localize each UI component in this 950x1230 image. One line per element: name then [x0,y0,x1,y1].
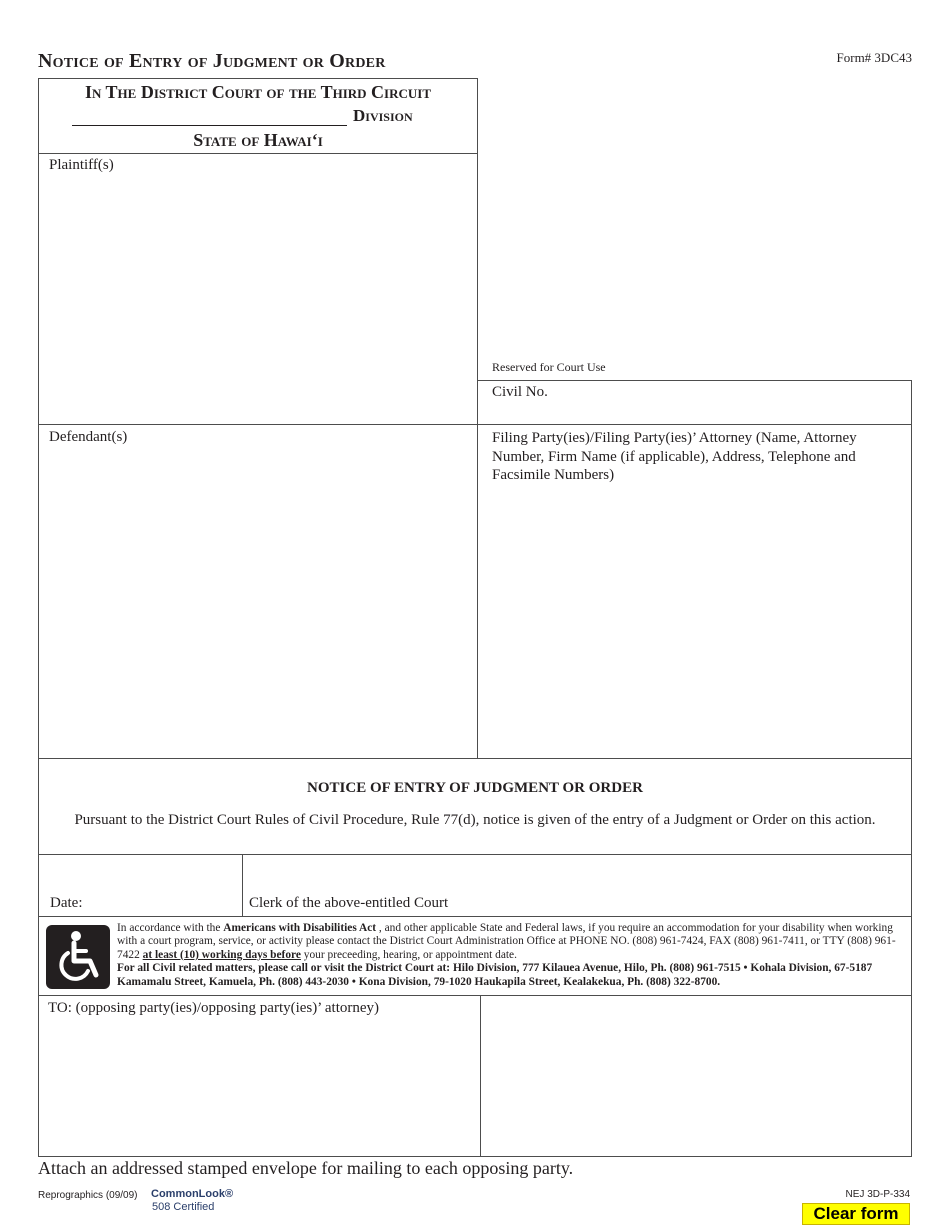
to-divider [480,995,481,1157]
filing-party-label: Filing Party(ies)/Filing Party(ies)’ Attorney (Name, Attorney Number, Firm Name (if applicable), Address, Telephone and Facsimile Numbers) [492,430,857,483]
notice-top-border [38,758,912,759]
reserved-label: Reserved for Court Use [492,360,606,374]
notice-body: Pursuant to the District Court Rules of Civil Procedure, Rule 77(d), notice is given of the entry of a Judgment or Order on this action. [74,812,876,828]
reprographics-note: Reprographics (09/09) [38,1190,138,1201]
division-label: Division [353,106,413,125]
caption-bottom-border [38,153,478,154]
clerk-label: Clerk of the above-entitled Court [249,895,449,911]
ada-notice: In accordance with the Americans with Disabilities Act , and other applicable State and Federal laws, if you require an accommodation for your disability when working with a court program, service, or activity please contact the District Court Administration Office at PHONE NO. (808) 961-7424, FAX (808) 961-7411, or TTY (808) 961-7422 at least (10) working days before your preceeding, hearing, or appointment date. For all Civil related matters, please call or visit the District Court at: Hilo Division, 777 Kilauea Avenue, Hilo, Ph. (808) 961-7515 • Kohala Division, 67-5187 Kamamalu Street, Kamuela, Ph. (808) 443-2030 • Kona Division, 79-1020 Haukapila Street, Kealakekua, Ph. (808) 322-8700. [117,922,896,988]
signature-top-border [38,854,912,855]
state-name: State of Hawai‘i [193,130,323,150]
defendants-label: Defendant(s) [49,429,128,445]
ada-top-border [38,916,912,917]
form-code: NEJ 3D-P-334 [845,1189,910,1200]
parties-divider [38,424,912,425]
form-number: Form# 3DC43 [836,50,912,65]
civil-no-label: Civil No. [492,384,548,400]
division-blank-line[interactable] [72,111,347,126]
division-row [72,106,413,126]
commonlook-logo: CommonLook® [151,1188,234,1200]
certified-note: 508 Certified [152,1201,215,1213]
wheelchair-accessibility-icon [46,925,110,989]
right-border [911,380,912,1157]
plaintiffs-label: Plaintiff(s) [49,157,114,173]
caption-top-border [38,78,478,79]
attach-instruction: Attach an addressed stamped envelope for mailing to each opposing party. [38,1158,574,1178]
to-bottom-border [38,1156,912,1157]
notice-heading: NOTICE OF ENTRY OF JUDGMENT OR ORDER [307,780,643,796]
date-label: Date: [50,895,83,911]
court-name: In The District Court of the Third Circuit [84,82,431,102]
form-title: Notice of Entry of Judgment or Order [38,50,386,72]
civil-no-top-border [477,380,912,381]
center-divider-upper [477,78,478,759]
to-label: TO: (opposing party(ies)/opposing party(ies)’ attorney) [48,1000,380,1016]
to-top-border [38,995,912,996]
clear-form-button[interactable]: Clear form [802,1203,910,1225]
signature-divider [242,854,243,916]
